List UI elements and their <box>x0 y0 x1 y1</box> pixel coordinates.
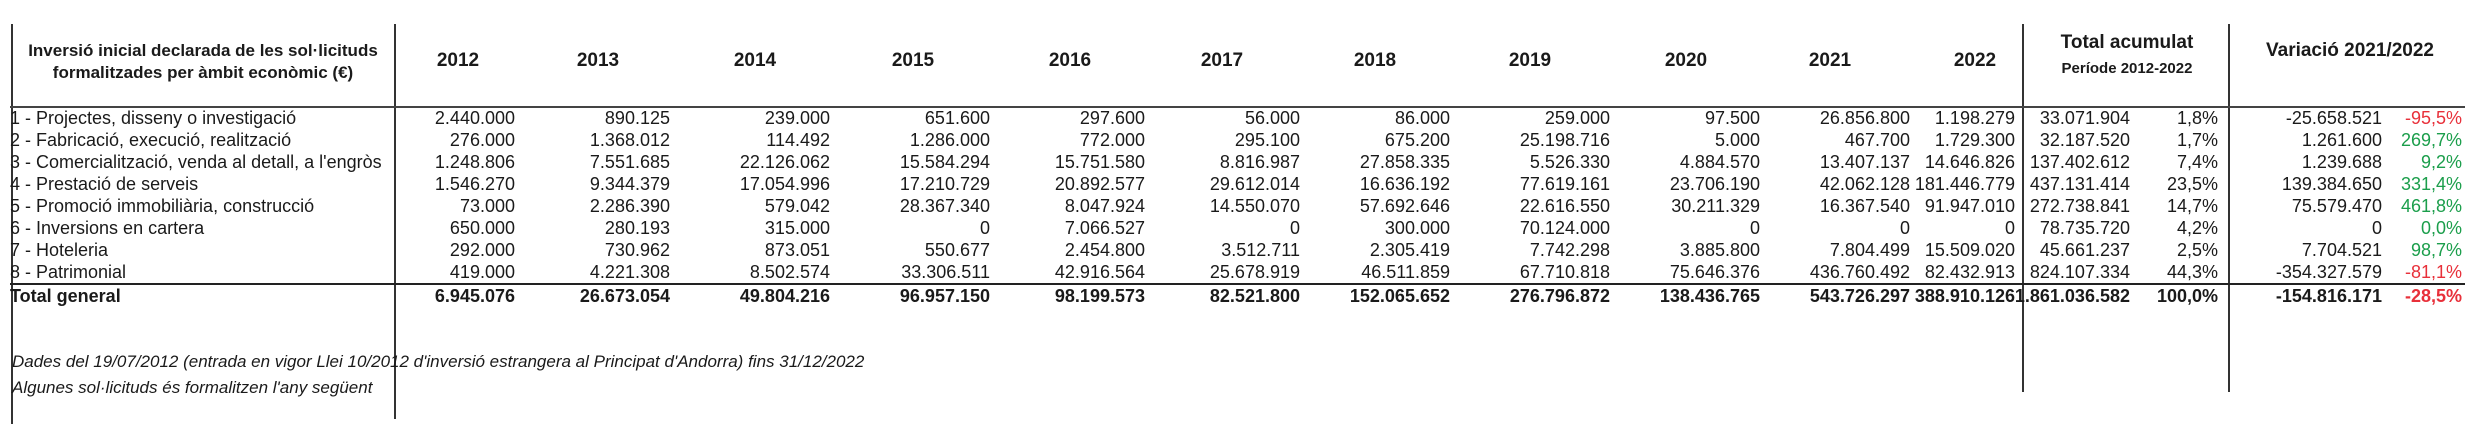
table-row <box>0 262 2470 283</box>
year-header-2018: 2018 <box>1353 50 1397 71</box>
row-label-text: Projectes, disseny o investigació <box>36 108 297 128</box>
year-value: 29.612.014 <box>1209 174 1300 194</box>
total-year-value: 6.945.076 <box>434 286 515 306</box>
share-percent: 1,8% <box>2176 108 2218 128</box>
year-value: 67.710.818 <box>1519 262 1610 282</box>
year-value: 7.742.298 <box>1529 240 1610 260</box>
share-percent: 23,5% <box>2166 174 2218 194</box>
year-value: 42.916.564 <box>1054 262 1145 282</box>
year-header-2020: 2020 <box>1664 50 1708 71</box>
year-value: 650.000 <box>449 218 515 238</box>
total-label: Total general <box>10 286 121 306</box>
year-value: 4.221.308 <box>589 262 670 282</box>
header-variation-title: Variació 2021/2022 <box>2266 40 2434 61</box>
year-value: 7.066.527 <box>1064 218 1145 238</box>
total-value: 45.661.237 <box>2039 240 2130 260</box>
year-value: 730.962 <box>604 240 670 260</box>
row-label: 1 - Projectes, disseny o investigació <box>10 108 297 128</box>
variation-percent: 461,8% <box>2400 196 2462 216</box>
total-year-value: 276.796.872 <box>1509 286 1610 306</box>
table-row <box>0 108 2470 129</box>
row-label-text: Prestació de serveis <box>36 174 199 194</box>
table-row <box>0 130 2470 151</box>
year-header-2013: 2013 <box>576 50 620 71</box>
year-value: 8.502.574 <box>749 262 830 282</box>
year-value: 75.646.376 <box>1669 262 1760 282</box>
header-total-period: Període 2012-2022 <box>2061 60 2193 77</box>
year-value: 16.367.540 <box>1819 196 1910 216</box>
row-number: 8 <box>10 262 21 282</box>
total-value: 272.738.841 <box>2029 196 2130 216</box>
total-value: 78.735.720 <box>2039 218 2130 238</box>
variation-absolute: 0 <box>2371 218 2382 238</box>
year-value: 25.198.716 <box>1519 130 1610 150</box>
total-value: 824.107.334 <box>2029 262 2130 282</box>
variation-percent: 98,7% <box>2410 240 2462 260</box>
row-label: 3 - Comercialització, venda al detall, a l'engròs <box>10 152 382 172</box>
row-label: 7 - Hoteleria <box>10 240 109 260</box>
total-year-value: 388.910.126 <box>1914 286 2015 306</box>
year-value: 42.062.128 <box>1819 174 1910 194</box>
row-number: 4 <box>10 174 21 194</box>
year-value: 97.500 <box>1704 108 1760 128</box>
share-percent: 14,7% <box>2166 196 2218 216</box>
year-value: 30.211.329 <box>1671 196 1760 216</box>
year-value: 772.000 <box>1079 130 1145 150</box>
row-label-text: Hoteleria <box>36 240 109 260</box>
total-year-value: 96.957.150 <box>899 286 990 306</box>
year-value: 419.000 <box>449 262 515 282</box>
row-label-text: Promoció immobiliària, construcció <box>36 196 315 216</box>
year-value: 15.509.020 <box>1924 240 2015 260</box>
variation-absolute: 7.704.521 <box>2301 240 2382 260</box>
variation-percent: 331,4% <box>2400 174 2462 194</box>
table-row <box>0 152 2470 173</box>
total-year-value: 49.804.216 <box>739 286 830 306</box>
year-value: 33.306.511 <box>901 262 990 282</box>
year-value: 22.126.062 <box>739 152 830 172</box>
year-value: 27.858.335 <box>1359 152 1450 172</box>
year-value: 181.446.779 <box>1914 174 2015 194</box>
variation-absolute: 1.239.688 <box>2301 152 2382 172</box>
header-total-title: Total acumulat <box>2060 32 2194 53</box>
year-value: 17.054.996 <box>739 174 830 194</box>
year-value: 86.000 <box>1394 108 1450 128</box>
year-value: 2.440.000 <box>434 108 515 128</box>
total-value: 33.071.904 <box>2039 108 2130 128</box>
share-percent: 4,2% <box>2176 218 2218 238</box>
year-value: 579.042 <box>764 196 830 216</box>
year-value: 73.000 <box>459 196 515 216</box>
row-number: 2 <box>10 130 21 150</box>
year-value: 8.047.924 <box>1064 196 1145 216</box>
year-value: 280.193 <box>604 218 670 238</box>
share-percent: 2,5% <box>2176 240 2218 260</box>
row-label-text: Inversions en cartera <box>36 218 205 238</box>
year-value: 300.000 <box>1384 218 1450 238</box>
year-value: 77.619.161 <box>1519 174 1610 194</box>
year-value: 0 <box>2004 218 2015 238</box>
year-header-2012: 2012 <box>436 50 480 71</box>
total-variation-percent: -28,5% <box>2404 286 2462 306</box>
year-value: 3.885.800 <box>1679 240 1760 260</box>
year-value: 1.729.300 <box>1934 130 2015 150</box>
year-value: 46.511.859 <box>1361 262 1450 282</box>
year-value: 890.125 <box>604 108 670 128</box>
year-value: 14.550.070 <box>1209 196 1300 216</box>
year-header-2016: 2016 <box>1048 50 1092 71</box>
year-value: 315.000 <box>764 218 830 238</box>
variation-percent: 9,2% <box>2420 152 2462 172</box>
year-header-2022: 2022 <box>1953 50 1997 71</box>
year-value: 0 <box>1899 218 1910 238</box>
note-formalization: Algunes sol·licituds és formalitzen l'any següent <box>12 378 373 397</box>
year-value: 1.546.270 <box>434 174 515 194</box>
year-value: 2.305.419 <box>1369 240 1450 260</box>
row-label-text: Comercialització, venda al detall, a l'engròs <box>36 152 382 172</box>
year-value: 56.000 <box>1244 108 1300 128</box>
year-value: 57.692.646 <box>1359 196 1450 216</box>
grand-total-percent: 100,0% <box>2156 286 2218 306</box>
row-number: 1 <box>10 108 21 128</box>
year-value: 20.892.577 <box>1054 174 1145 194</box>
note-date-range: Dades del 19/07/2012 (entrada en vigor Llei 10/2012 d'inversió estrangera al Principat d'Andorra) fins 31/12/2022 <box>12 352 865 371</box>
year-header-2014: 2014 <box>733 50 777 71</box>
year-value: 1.248.806 <box>434 152 515 172</box>
total-year-value: 26.673.054 <box>579 286 670 306</box>
total-value: 137.402.612 <box>2029 152 2130 172</box>
year-value: 7.551.685 <box>589 152 670 172</box>
year-value: 651.600 <box>924 108 990 128</box>
row-label: 2 - Fabricació, execució, realització <box>10 130 292 150</box>
year-value: 0 <box>1749 218 1760 238</box>
total-rule <box>10 283 2465 285</box>
variation-percent: 0,0% <box>2420 218 2462 238</box>
year-value: 114.492 <box>766 130 830 150</box>
year-value: 16.636.192 <box>1359 174 1450 194</box>
year-value: 873.051 <box>764 240 830 260</box>
year-value: 297.600 <box>1079 108 1145 128</box>
year-value: 1.198.279 <box>1934 108 2015 128</box>
year-value: 1.368.012 <box>589 130 670 150</box>
year-value: 5.000 <box>1714 130 1760 150</box>
variation-absolute: 1.261.600 <box>2301 130 2382 150</box>
year-value: 1.286.000 <box>909 130 990 150</box>
share-percent: 44,3% <box>2166 262 2218 282</box>
total-year-value: 98.199.573 <box>1054 286 1145 306</box>
total-value: 32.187.520 <box>2039 130 2130 150</box>
year-value: 0 <box>979 218 990 238</box>
variation-absolute: 139.384.650 <box>2281 174 2382 194</box>
total-year-value: 138.436.765 <box>1659 286 1760 306</box>
total-value: 437.131.414 <box>2029 174 2130 194</box>
year-value: 2.454.800 <box>1064 240 1145 260</box>
year-value: 3.512.711 <box>1221 240 1300 260</box>
year-value: 239.000 <box>764 108 830 128</box>
row-label: 5 - Promoció immobiliària, construcció <box>10 196 315 216</box>
row-number: 7 <box>10 240 21 260</box>
table-row <box>0 218 2470 239</box>
year-value: 15.584.294 <box>899 152 990 172</box>
year-value: 9.344.379 <box>589 174 670 194</box>
year-value: 4.884.570 <box>1679 152 1760 172</box>
share-percent: 1,7% <box>2176 130 2218 150</box>
year-header-2021: 2021 <box>1808 50 1852 71</box>
table-row <box>0 240 2470 261</box>
year-value: 8.816.987 <box>1219 152 1300 172</box>
year-value: 295.100 <box>1234 130 1300 150</box>
year-value: 675.200 <box>1384 130 1450 150</box>
year-value: 23.706.190 <box>1669 174 1760 194</box>
year-value: 259.000 <box>1544 108 1610 128</box>
year-value: 550.677 <box>924 240 990 260</box>
year-value: 0 <box>1289 218 1300 238</box>
year-value: 70.124.000 <box>1519 218 1610 238</box>
year-value: 7.804.499 <box>1829 240 1910 260</box>
variation-absolute: -354.327.579 <box>2275 262 2382 282</box>
table-row <box>0 174 2470 195</box>
year-value: 276.000 <box>449 130 515 150</box>
year-value: 14.646.826 <box>1924 152 2015 172</box>
year-value: 82.432.913 <box>1924 262 2015 282</box>
year-value: 2.286.390 <box>589 196 670 216</box>
year-value: 91.947.010 <box>1924 196 2015 216</box>
header-description: Inversió inicial declarada de les sol·licituds formalitzades per àmbit econòmic (€) <box>28 41 378 82</box>
grand-total-value: 1.861.036.582 <box>2014 286 2130 306</box>
year-header-2017: 2017 <box>1200 50 1244 71</box>
total-variation-absolute: -154.816.171 <box>2275 286 2382 306</box>
row-label: 4 - Prestació de serveis <box>10 174 199 194</box>
total-year-value: 82.521.800 <box>1209 286 1300 306</box>
row-label: 8 - Patrimonial <box>10 262 127 282</box>
year-value: 28.367.340 <box>899 196 990 216</box>
year-header-2015: 2015 <box>891 50 935 71</box>
year-value: 17.210.729 <box>899 174 990 194</box>
variation-percent: 269,7% <box>2400 130 2462 150</box>
year-value: 436.760.492 <box>1809 262 1910 282</box>
row-number: 6 <box>10 218 21 238</box>
share-percent: 7,4% <box>2176 152 2218 172</box>
year-value: 15.751.580 <box>1054 152 1145 172</box>
table-row <box>0 196 2470 217</box>
year-value: 22.616.550 <box>1519 196 1610 216</box>
year-value: 467.700 <box>1844 130 1910 150</box>
row-number: 5 <box>10 196 21 216</box>
row-label-text: Fabricació, execució, realització <box>36 130 292 150</box>
total-year-value: 152.065.652 <box>1349 286 1450 306</box>
total-year-value: 543.726.297 <box>1809 286 1910 306</box>
year-value: 13.407.137 <box>1819 152 1910 172</box>
year-value: 5.526.330 <box>1529 152 1610 172</box>
year-header-2019: 2019 <box>1508 50 1552 71</box>
total-row <box>0 286 2470 307</box>
year-value: 25.678.919 <box>1209 262 1300 282</box>
variation-absolute: 75.579.470 <box>2291 196 2382 216</box>
variation-percent: -95,5% <box>2404 108 2462 128</box>
row-number: 3 <box>10 152 21 172</box>
year-value: 292.000 <box>449 240 515 260</box>
row-label-text: Patrimonial <box>36 262 127 282</box>
variation-percent: -81,1% <box>2404 262 2462 282</box>
variation-absolute: -25.658.521 <box>2285 108 2382 128</box>
year-value: 26.856.800 <box>1819 108 1910 128</box>
row-label: 6 - Inversions en cartera <box>10 218 205 238</box>
